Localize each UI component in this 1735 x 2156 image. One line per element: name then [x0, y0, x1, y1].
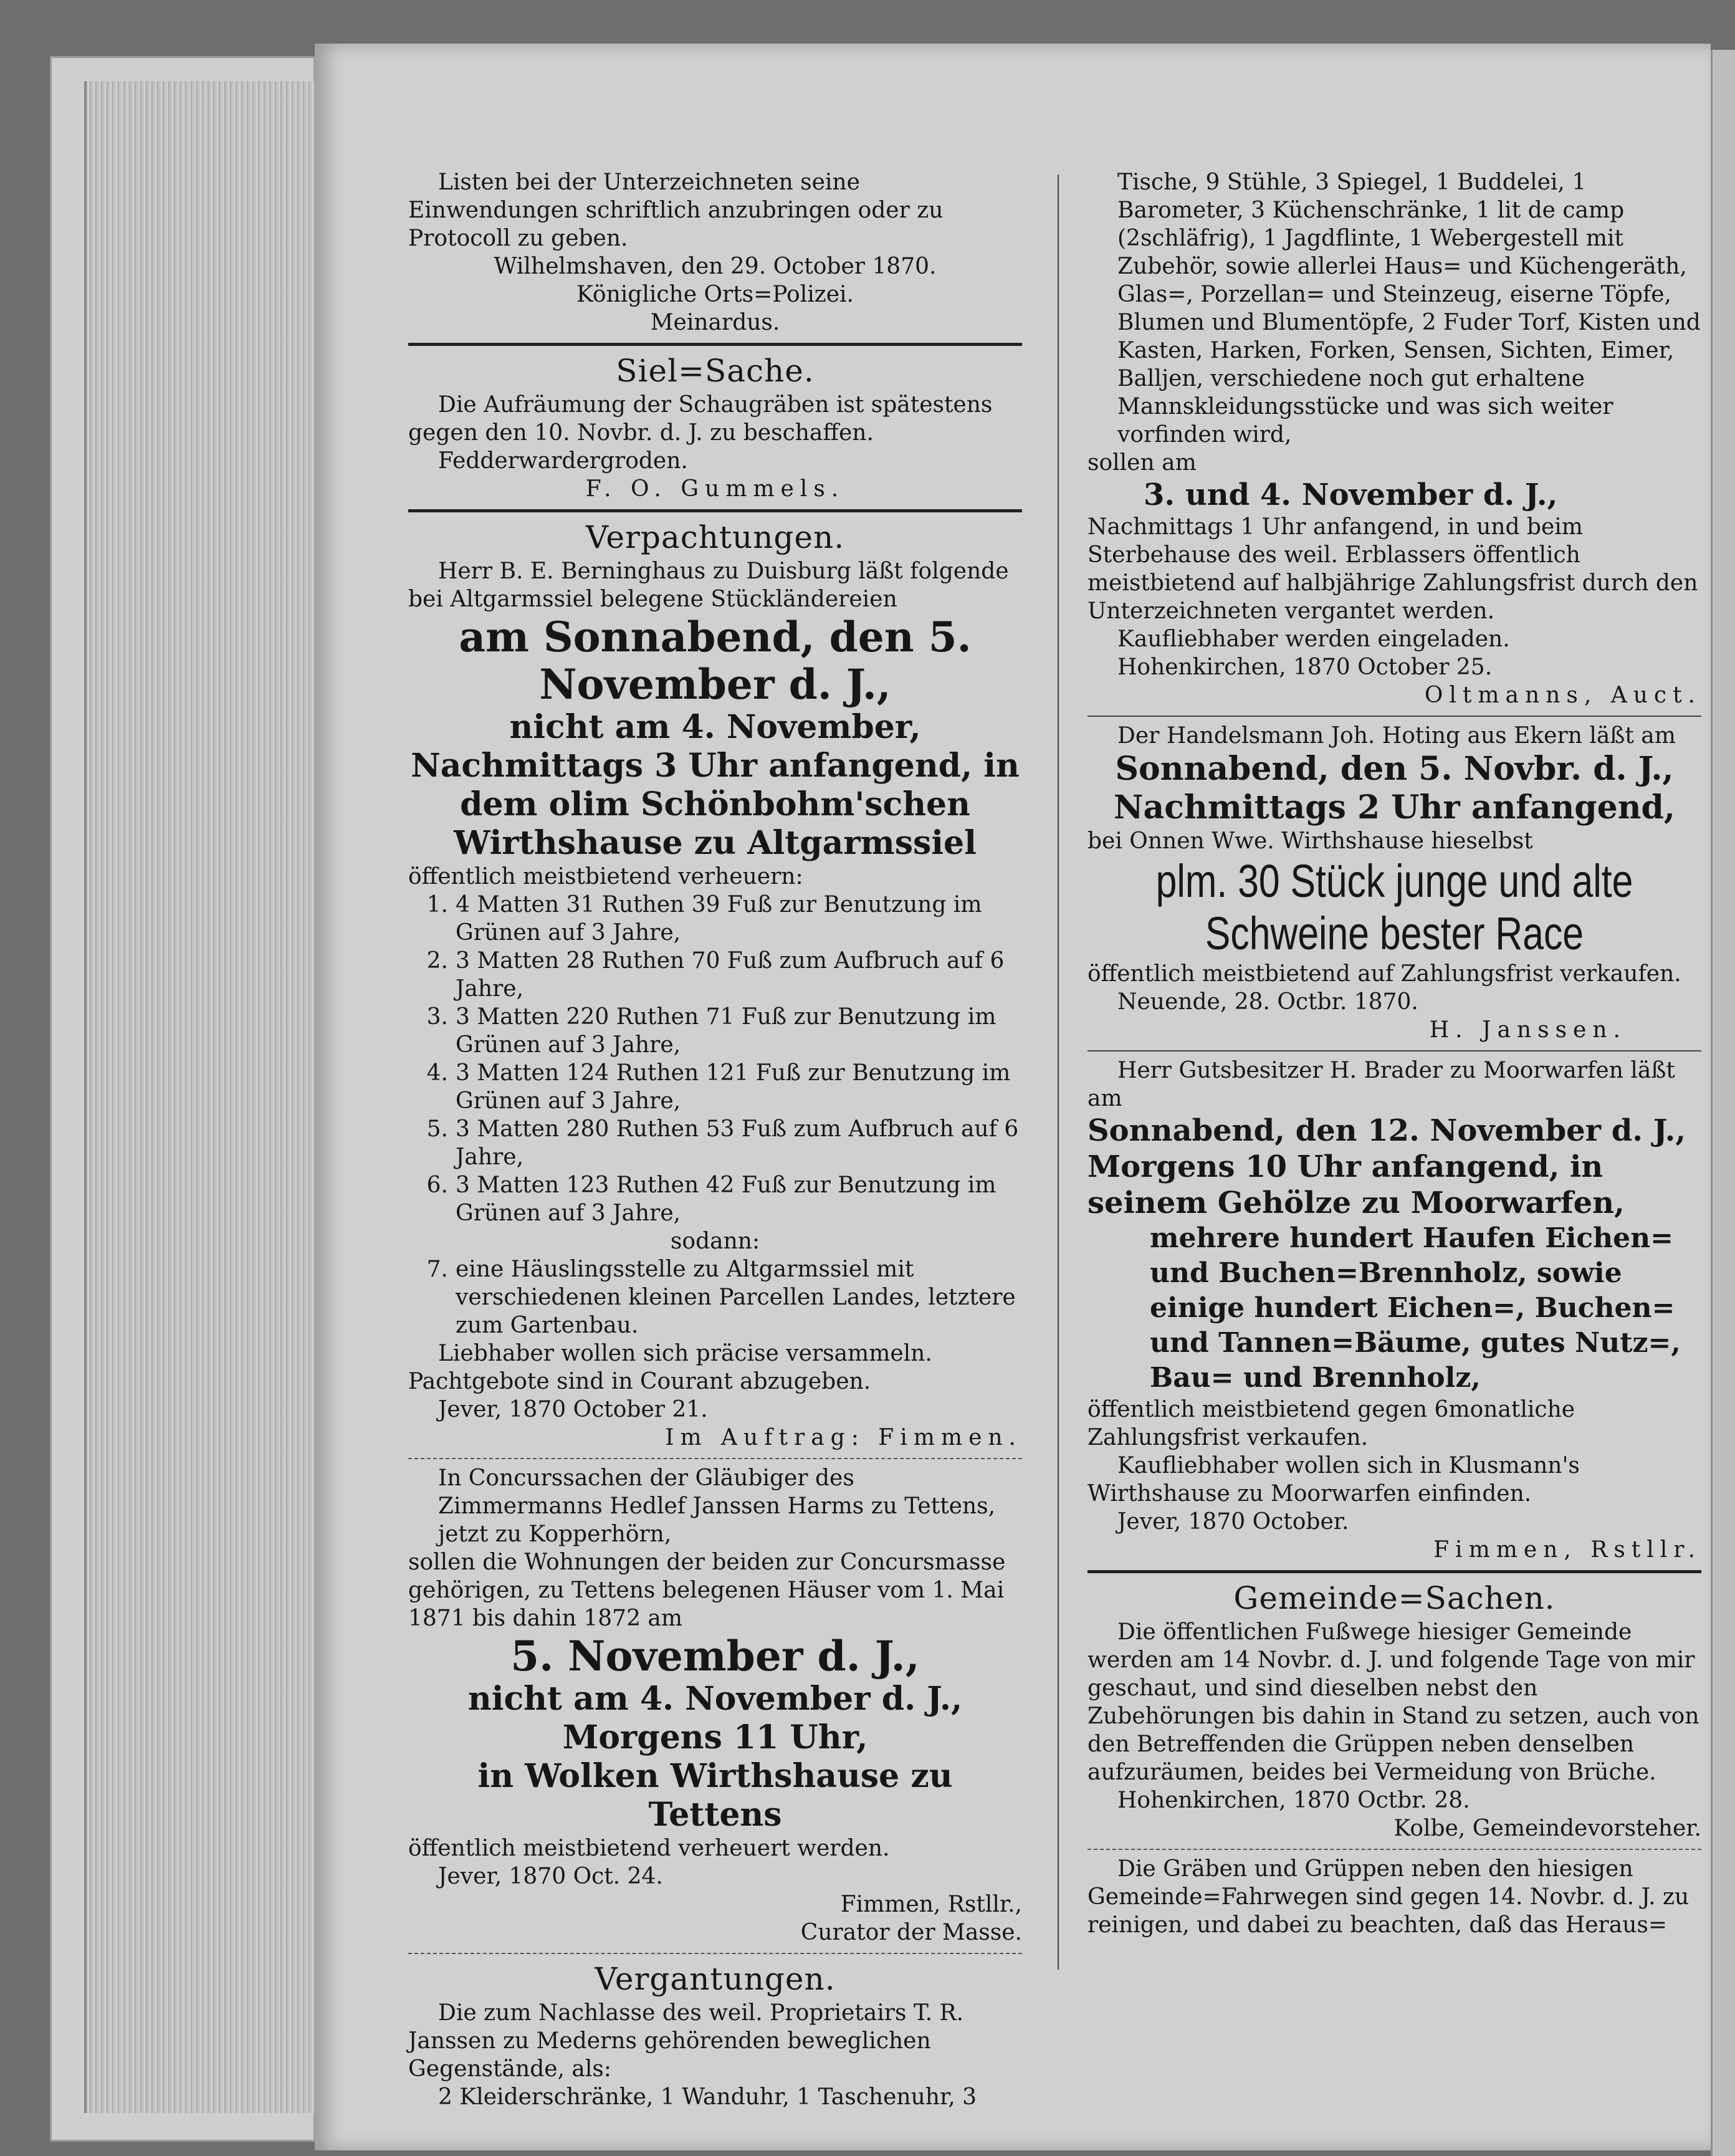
brader-invite: Kaufliebhaber wollen sich in Klusmann's Wirthshause zu Moorwarfen einfinden.: [1087, 1453, 1580, 1507]
concurs-public: öffentlich meistbietend verheuert werden.: [408, 1836, 890, 1861]
vergantung-invite: Kaufliebhaber werden eingeladen.: [1117, 626, 1510, 652]
gemeinde-signature: Kolbe, Gemeindevorsteher.: [1393, 1816, 1701, 1841]
list-text: eine Häuslingsstelle zu Altgarmssiel mit verschiedenen kleinen Parcellen Landes, letztere zum Gartenbau.: [456, 1257, 1016, 1338]
verpachtung-date: am Sonnabend, den 5. November d. J.,: [459, 613, 972, 709]
concurs-venue: in Wolken Wirthshause zu Tettens: [477, 1757, 953, 1834]
section-rule: [408, 343, 1022, 346]
notice-rule: [1087, 716, 1701, 717]
vergantung-sollen: sollen am: [1087, 450, 1197, 476]
notice-place: Wilhelmshaven, den 29. October 1870.: [494, 254, 937, 279]
concurs-place: Jever, 1870 Oct. 24.: [438, 1864, 663, 1889]
list-number: 6.: [426, 1172, 448, 1198]
concurs-time: Morgens 11 Uhr,: [562, 1718, 868, 1756]
notice-authority: Königliche Orts=Polizei.: [576, 282, 854, 307]
verpachtung-public: öffentlich meistbietend verheuern:: [408, 864, 803, 889]
hoting-signature: H. Janssen.: [1429, 1017, 1627, 1043]
section-title-vergantungen: Vergantungen.: [595, 1961, 836, 1997]
hoting-goods: plm. 30 Stück junge und alte Schweine bester Race: [1155, 855, 1633, 959]
list-number: 5.: [426, 1116, 448, 1142]
siel-signature: F. O. Gummels.: [585, 476, 845, 502]
notice-rule: [1087, 1050, 1701, 1052]
concurs-text: sollen die Wohnungen der beiden zur Concursmasse gehörigen, zu Tettens belegenen Häuser vom 1. Mai 1871 bis dahin 1872 am: [408, 1550, 1006, 1631]
list-text: 3 Matten 28 Ruthen 70 Fuß zum Aufbruch auf 6 Jahre,: [456, 948, 1005, 1002]
hoting-venue: bei Onnen Wwe. Wirthshause hieselbst: [1087, 828, 1533, 854]
concurs-signature: Fimmen, Rstllr.,: [840, 1892, 1022, 1917]
list-text: 3 Matten 123 Ruthen 42 Fuß zur Benutzung im Grünen auf 3 Jahre,: [456, 1172, 997, 1226]
notice-rule: [1087, 1849, 1701, 1850]
section-title-siel: Siel=Sache.: [616, 353, 815, 389]
section-rule: [1087, 1570, 1701, 1573]
verpachtung-venue: Nachmittags 3 Uhr anfangend, in dem olim Schönbohm'schen Wirthshause zu Altgarmssiel: [411, 747, 1020, 862]
hoting-intro: Der Handelsmann Joh. Hoting aus Ekern läßt am: [1117, 723, 1676, 749]
list-text: 3 Matten 220 Ruthen 71 Fuß zur Benutzung im Grünen auf 3 Jahre,: [456, 1004, 997, 1058]
list-number: 7.: [426, 1257, 448, 1282]
gemeinde-place: Hohenkirchen, 1870 Octbr. 28.: [1117, 1788, 1470, 1813]
list-item: [408, 1171, 1022, 1227]
vergantung-list: 2 Kleiderschränke, 1 Wanduhr, 1 Taschenuhr, 3: [438, 2084, 977, 2110]
section-title-gemeinde: Gemeinde=Sachen.: [1233, 1580, 1556, 1616]
notice-rule: [408, 1458, 1022, 1459]
list-number: 3.: [426, 1004, 448, 1030]
notice-signature: Meinardus.: [650, 310, 780, 335]
hoting-date: Sonnabend, den 5. Novbr. d. J.,: [1115, 750, 1674, 788]
list-item: [408, 1255, 1022, 1339]
section-title-verpachtungen: Verpachtungen.: [585, 519, 845, 555]
list-item: [408, 947, 1022, 1003]
brader-signature: Fimmen, Rstllr.: [1433, 1537, 1701, 1563]
hoting-time: Nachmittags 2 Uhr anfangend,: [1114, 788, 1675, 826]
siel-place: Fedderwardergroden.: [438, 448, 688, 474]
vergantung-place: Hohenkirchen, 1870 October 25.: [1117, 654, 1493, 680]
concurs-curator: Curator der Masse.: [800, 1920, 1022, 1945]
verpachtung-place: Jever, 1870 October 21.: [438, 1397, 708, 1422]
brader-intro: Herr Gutsbesitzer H. Brader zu Moorwarfen läßt am: [1087, 1058, 1675, 1111]
hoting-public: öffentlich meistbietend auf Zahlungsfrist verkaufen.: [1087, 961, 1681, 987]
siel-text: Die Aufräumung der Schaugräben ist spätestens gegen den 10. Novbr. d. J. zu beschaffen.: [408, 392, 993, 446]
brader-date: Sonnabend, den 12. November d. J., Morgens 10 Uhr anfangend, in seinem Gehölze zu Moorwarfen,: [1087, 1113, 1686, 1220]
hoting-place: Neuende, 28. Octbr. 1870.: [1117, 989, 1418, 1015]
list-sodann: sodann:: [670, 1229, 760, 1254]
list-number: 2.: [426, 948, 448, 974]
verpachtung-intro: Herr B. E. Berninghaus zu Duisburg läßt folgende bei Altgarmssiel belegene Stückländereien: [408, 558, 1009, 612]
vergantung-date: 3. und 4. November d. J.,: [1144, 477, 1558, 512]
vergantung-text: Die zum Nachlasse des weil. Proprietairs T. R. Janssen zu Mederns gehörenden beweglichen Gegenstände, als:: [408, 2000, 964, 2082]
verpachtung-liebhaber: Liebhaber wollen sich präcise versammeln. Pachtgebote sind in Courant abzugeben.: [408, 1341, 932, 1394]
list-number: 1.: [426, 892, 448, 917]
vergantung-details: Nachmittags 1 Uhr anfangend, in und beim Sterbehause des weil. Erblassers öffentlich meistbietend auf halbjährige Zahlungsfrist durch den Unterzeichneten vergantet werden.: [1087, 514, 1698, 624]
list-item: [408, 1059, 1022, 1115]
brader-place: Jever, 1870 October.: [1117, 1509, 1349, 1535]
list-text: 3 Matten 280 Ruthen 53 Fuß zum Aufbruch auf 6 Jahre,: [456, 1116, 1019, 1170]
list-text: 3 Matten 124 Ruthen 121 Fuß zur Benutzung im Grünen auf 3 Jahre,: [456, 1060, 1011, 1114]
column-divider: [1058, 175, 1059, 1970]
gemeinde-text: Die öffentlichen Fußwege hiesiger Gemeinde werden am 14 Novbr. d. J. und folgende Tage von mir geschaut, und sind dieselben nebst den Zubehörungen bis dahin in Stand zu setzen, auch von den Betreffenden die Grüppen neben denselben aufzuräumen, beides bei Vermeidung von Brüche.: [1087, 1619, 1699, 1785]
concurs-intro: In Concurssachen der Gläubiger des Zimmermanns Hedlef Janssen Harms zu Tettens, jetzt zu Kopperhörn,: [438, 1465, 996, 1547]
notice-text: Listen bei der Unterzeichneten seine Einwendungen schriftlich anzubringen oder zu Protocoll zu geben.: [408, 170, 944, 251]
verpachtung-signature: Im Auftrag: Fimmen.: [665, 1425, 1022, 1450]
right-column: [1087, 168, 1701, 1939]
notice-rule: [408, 1953, 1022, 1954]
list-text: 4 Matten 31 Ruthen 39 Fuß zur Benutzung im Grünen auf 3 Jahre,: [456, 892, 982, 946]
list-item: [408, 1003, 1022, 1059]
brader-goods: mehrere hundert Haufen Eichen= und Buchen=Brennholz, sowie einige hundert Eichen=, Buchen= und Tannen=Bäume, gutes Nutz=, Bau= und Brennholz,: [1150, 1222, 1681, 1394]
concurs-not-date: nicht am 4. November d. J.,: [467, 1680, 963, 1718]
verpachtung-not-date: nicht am 4. November,: [509, 708, 921, 746]
page-edges: [84, 81, 330, 2113]
list-number: 4.: [426, 1060, 448, 1086]
list-item: [408, 891, 1022, 947]
concurs-date: 5. November d. J.,: [510, 1632, 920, 1680]
list-item: [408, 1115, 1022, 1171]
gemeinde-text-2: Die Gräben und Grüppen neben den hiesigen Gemeinde=Fahrwegen sind gegen 14. Novbr. d. J. zu reinigen, und dabei zu beachten, daß das Heraus=: [1087, 1856, 1690, 1938]
vergantung-signature: Oltmanns, Auct.: [1424, 683, 1701, 708]
vergantung-items: Tische, 9 Stühle, 3 Spiegel, 1 Buddelei, 1 Barometer, 3 Küchenschränke, 1 lit de camp (2schläfrig), 1 Jagdflinte, 1 Webergestell mit Zubehör, sowie allerlei Haus= und Küchengeräth, Glas=, Porzellan= und Steinzeug, eiserne Töpfe, Blumen und Blumentöpfe, 2 Fuder Torf, Kisten und Kasten, Harken, Forken, Sensen, Sichten, Eimer, Balljen, verschiedene noch gut erhaltene Mannskleidungsstücke und was sich weiter vorfinden wird,: [1117, 170, 1701, 448]
next-page-edge: [1711, 50, 1735, 2156]
brader-public: öffentlich meistbietend gegen 6monatliche Zahlungsfrist verkaufen.: [1087, 1397, 1575, 1450]
left-column: [408, 168, 1022, 2111]
section-rule: [408, 509, 1022, 512]
verpachtung-list: [408, 891, 1022, 1339]
